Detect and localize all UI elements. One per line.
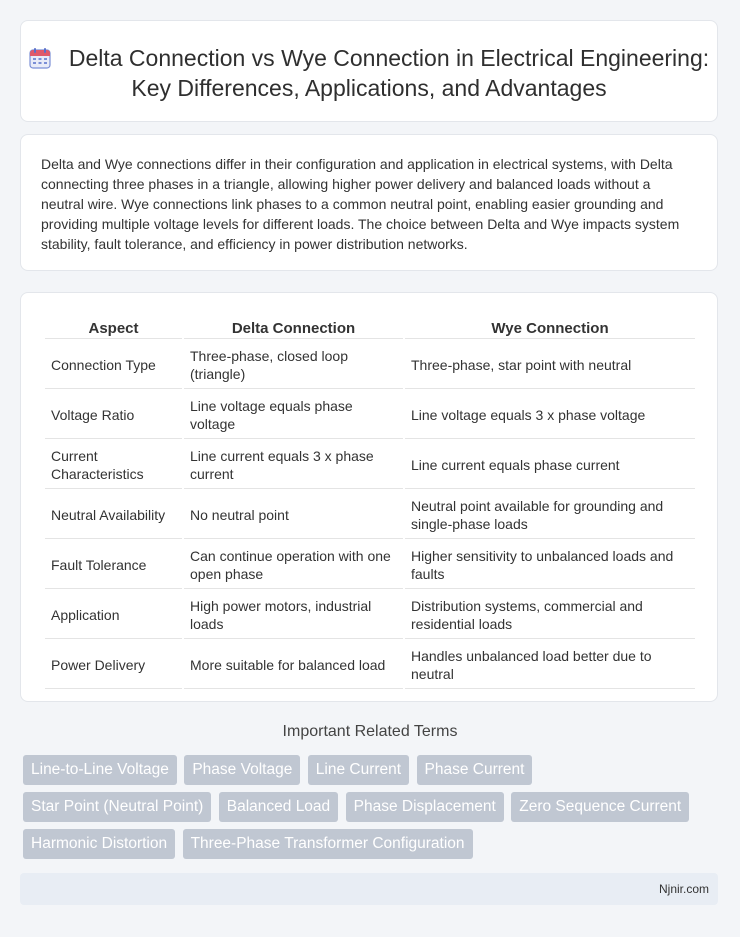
cell-aspect: Connection Type xyxy=(45,341,182,389)
page-title: Delta Connection vs Wye Connection in Electrical Engineering: Key Differences, Applications, and Advantages xyxy=(68,45,710,101)
cell-delta: Line current equals 3 x phase current xyxy=(184,441,403,489)
intro-paragraph: Delta and Wye connections differ in their configuration and application in electrical systems, with Delta connecting three phases in a triangle, allowing higher power delivery and balanced loads without a neutral wire. Wye connections link phases to a common neutral point, enabling easier grounding and providing multiple voltage levels for different loads. The choice between Delta and Wye impacts system stability, fault tolerance, and efficiency in power distribution networks. xyxy=(41,156,680,252)
table-row xyxy=(45,641,695,689)
table-row xyxy=(45,441,695,489)
tag-phase-voltage[interactable]: Phase Voltage xyxy=(184,755,300,785)
cell-delta: No neutral point xyxy=(184,491,403,539)
cell-aspect: Voltage Ratio xyxy=(45,391,182,439)
cell-aspect: Power Delivery xyxy=(45,641,182,689)
cell-wye: Higher sensitivity to unbalanced loads and faults xyxy=(405,541,695,589)
cell-wye: Handles unbalanced load better due to neutral xyxy=(405,641,695,689)
tag-line-current[interactable]: Line Current xyxy=(308,755,409,785)
footer-source: Njnir.com xyxy=(658,882,709,896)
tag-line-to-line-voltage[interactable]: Line-to-Line Voltage xyxy=(23,755,177,785)
cell-aspect: Fault Tolerance xyxy=(45,541,182,589)
title-card xyxy=(20,20,718,122)
tag-phase-displacement[interactable]: Phase Displacement xyxy=(346,792,504,822)
tag-three-phase-transformer[interactable]: Three-Phase Transformer Configuration xyxy=(183,829,473,859)
cell-aspect: Neutral Availability xyxy=(45,491,182,539)
table-row xyxy=(45,541,695,589)
comparison-table xyxy=(43,316,697,691)
table-header-row xyxy=(45,318,695,339)
header-wye: Wye Connection xyxy=(405,318,695,339)
cell-aspect: Application xyxy=(45,591,182,639)
comparison-card xyxy=(20,292,718,702)
table-row xyxy=(45,591,695,639)
cell-wye: Line current equals phase current xyxy=(405,441,695,489)
cell-wye: Distribution systems, commercial and residential loads xyxy=(405,591,695,639)
header-delta: Delta Connection xyxy=(184,318,403,339)
table-row xyxy=(45,391,695,439)
tag-balanced-load[interactable]: Balanced Load xyxy=(219,792,338,822)
page-title-wrap xyxy=(21,43,717,103)
cell-delta: Line voltage equals phase voltage xyxy=(184,391,403,439)
related-terms-title: Important Related Terms xyxy=(282,723,458,740)
footer xyxy=(20,873,718,905)
cell-delta: Three-phase, closed loop (triangle) xyxy=(184,341,403,389)
cell-aspect: Current Characteristics xyxy=(45,441,182,489)
cell-wye: Line voltage equals 3 x phase voltage xyxy=(405,391,695,439)
tag-zero-sequence-current[interactable]: Zero Sequence Current xyxy=(511,792,689,822)
cell-wye: Three-phase, star point with neutral xyxy=(405,341,695,389)
cell-delta: High power motors, industrial loads xyxy=(184,591,403,639)
cell-wye: Neutral point available for grounding and single-phase loads xyxy=(405,491,695,539)
cell-delta: More suitable for balanced load xyxy=(184,641,403,689)
tag-phase-current[interactable]: Phase Current xyxy=(417,755,533,785)
intro-card xyxy=(20,134,718,271)
table-row xyxy=(45,491,695,539)
cell-delta: Can continue operation with one open phase xyxy=(184,541,403,589)
tag-star-point[interactable]: Star Point (Neutral Point) xyxy=(23,792,211,822)
calendar-icon xyxy=(29,47,51,69)
table-row xyxy=(45,341,695,389)
header-aspect: Aspect xyxy=(45,318,182,339)
related-terms-list xyxy=(23,755,723,866)
tag-harmonic-distortion[interactable]: Harmonic Distortion xyxy=(23,829,175,859)
